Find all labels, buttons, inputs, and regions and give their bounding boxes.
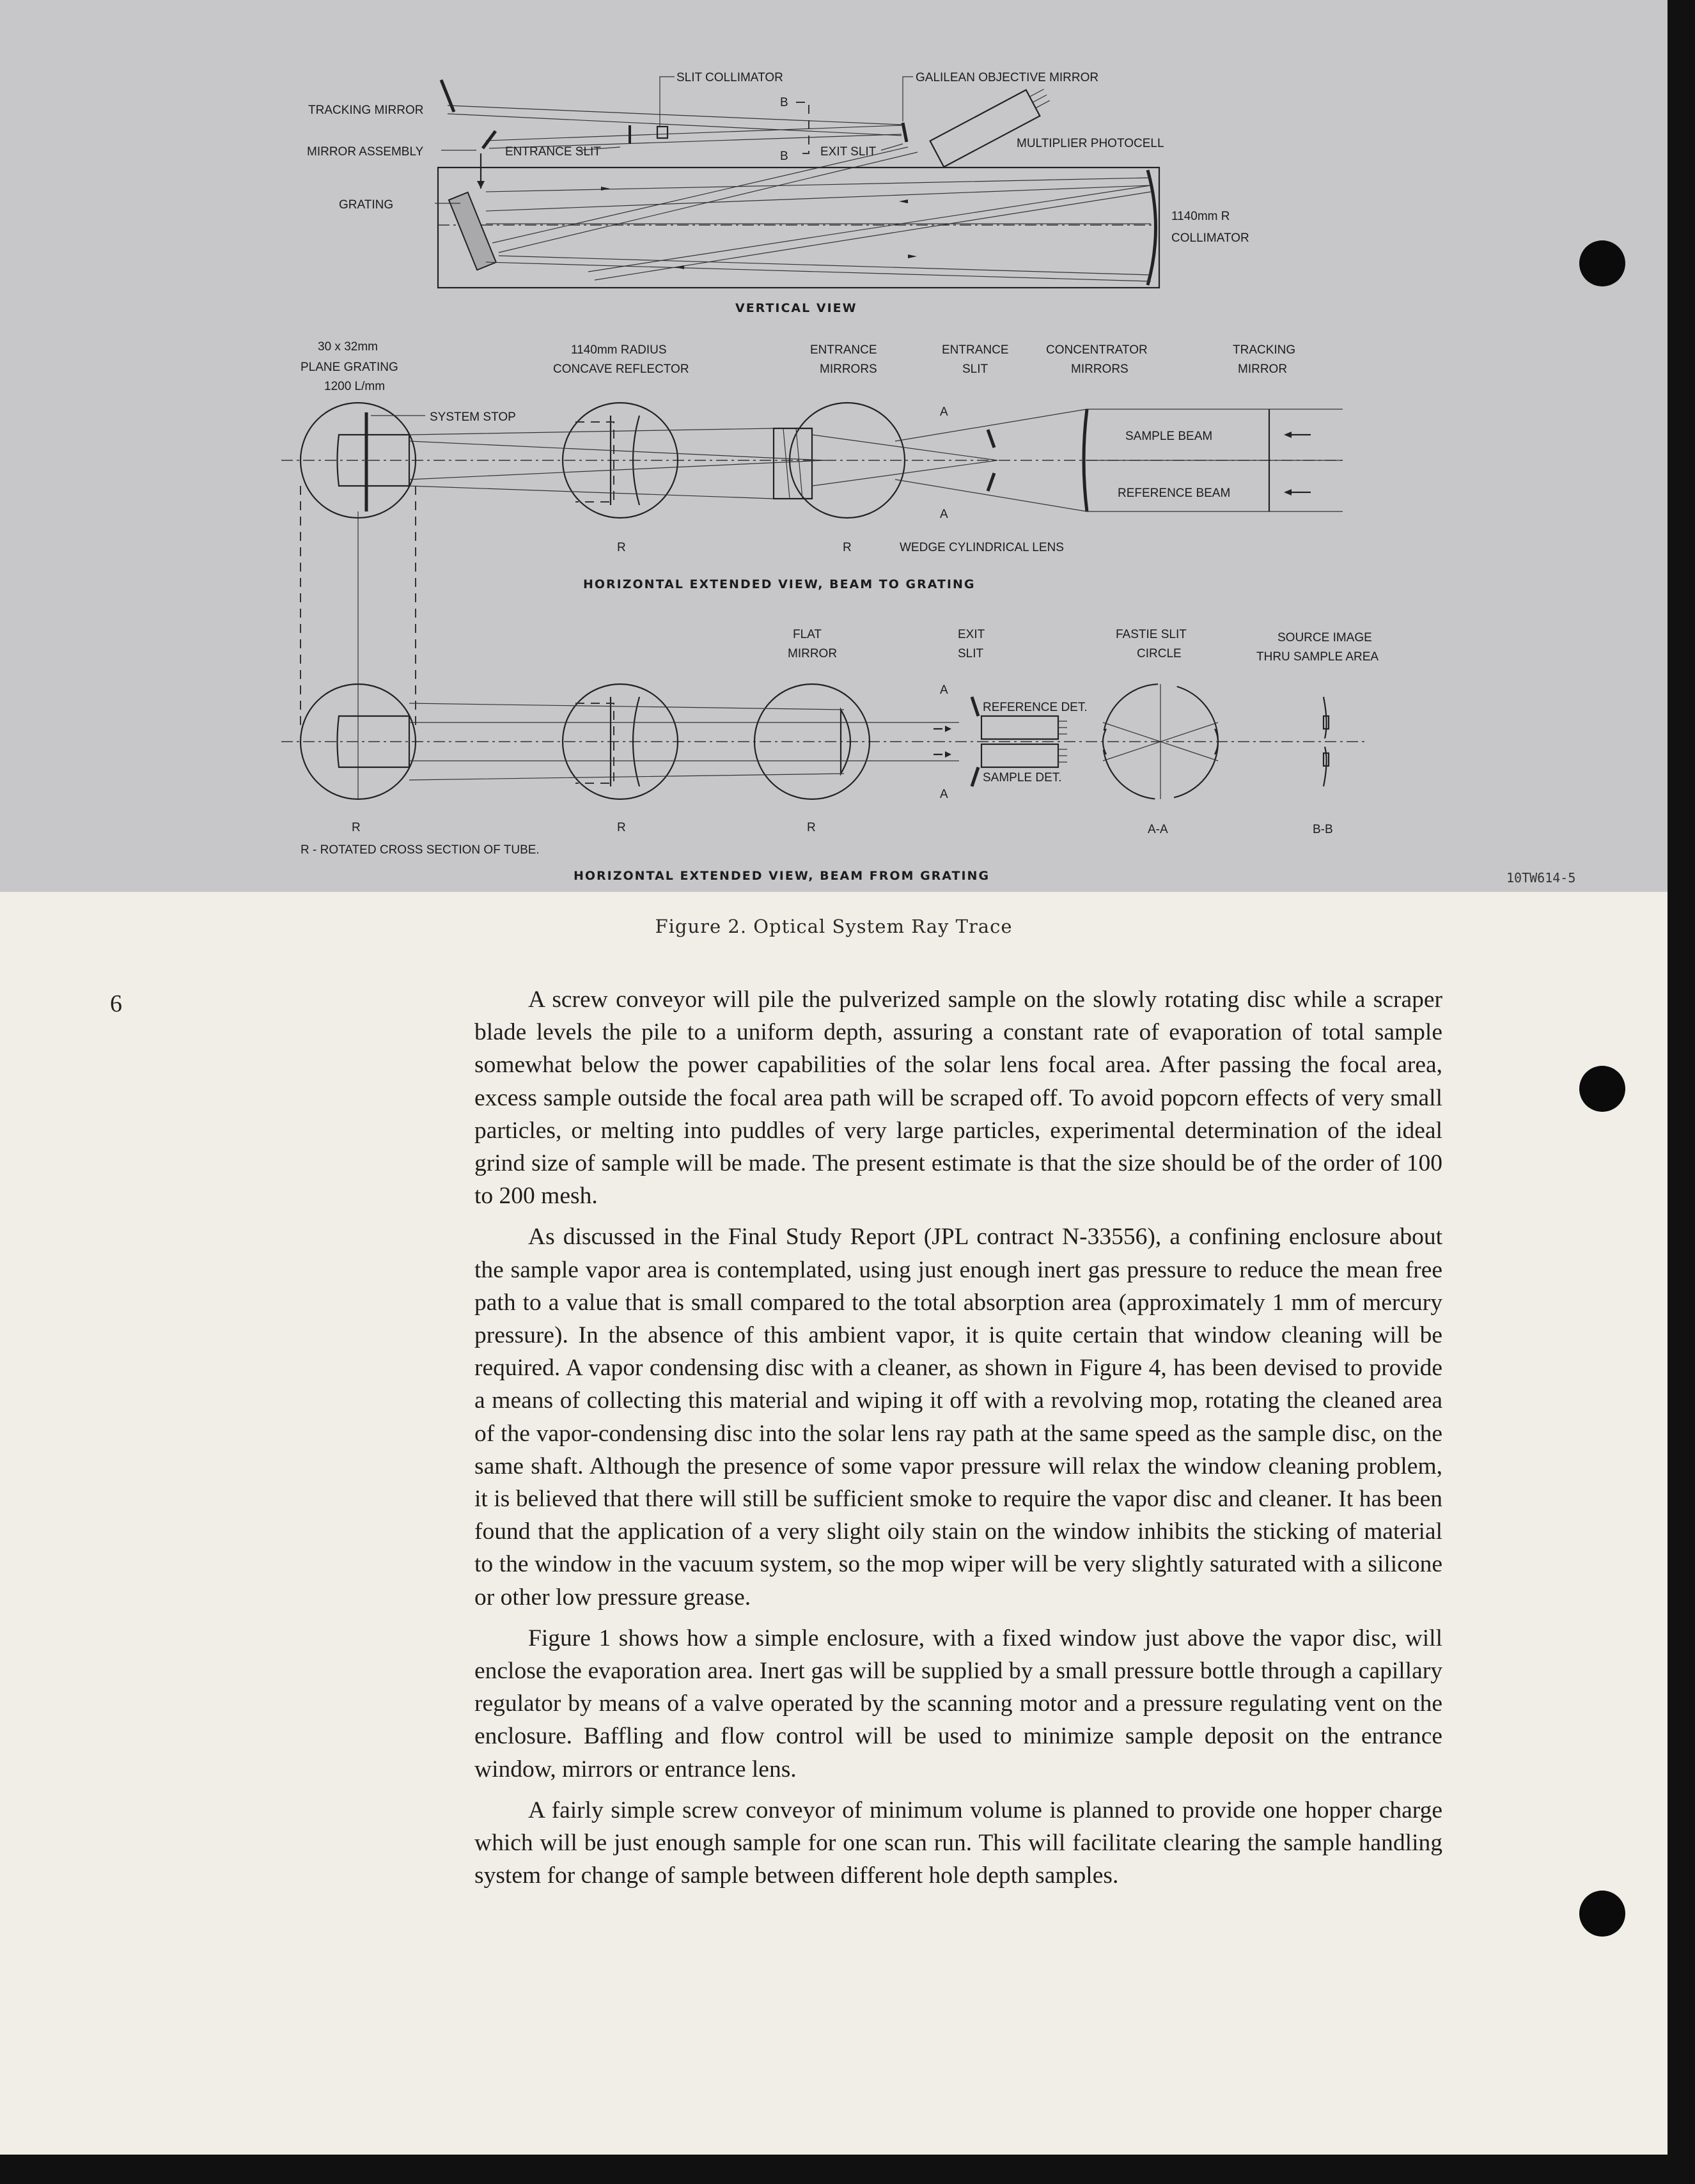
label-section-b-bottom: B <box>780 150 788 163</box>
label-grating-size: 30 x 32mm <box>318 340 378 354</box>
title-beam-to-grating: HORIZONTAL EXTENDED VIEW, BEAM TO GRATING <box>583 577 976 591</box>
body-text <box>474 983 1442 1900</box>
label-section-aa: A-A <box>1148 823 1168 836</box>
label-entrance-slit-2: SLIT <box>962 363 988 376</box>
paragraph: A screw conveyor will pile the pulverized sample on the slowly rotating disc while a scraper blade levels the pile to a uniform depth, assuring a constant rate of evaporation of total sample somewhat below the power capabilities of the solar lens focal area. After passing the focal area, excess sample outside the focal area path will be scraped off. To avoid popcorn effects of very small particles, or melting into puddles of very large particles, experimental determination of the ideal grind size of sample will be made. The present estimate is that the size should be of the order of 100 to 200 mesh. <box>474 987 1442 1210</box>
label-fastie-slit: FASTIE SLIT <box>1116 628 1187 641</box>
figure-caption: Figure 2. Optical System Ray Trace <box>655 916 1013 937</box>
label-r-grating: R <box>352 821 361 834</box>
label-section-a-top: A <box>940 405 948 419</box>
label-tracking-2: MIRROR <box>1238 363 1288 376</box>
paragraph: As discussed in the Final Study Report (JPL contract N-33556), a confining enclosure about the sample vapor area is contemplated, using just enough inert gas pressure to reduce the mean free path to a value that is small compared to the total absorption area (approximately 1 mm of mercury pressure). In the absence of this ambient vapor, it is quite certain that window cleaning will be required. A vapor condensing disc with a cleaner, as shown in Figure 4, has been devised to provide a means of collecting this material and wiping it off with a revolving mop, rotating the cleaned area of the vapor-condensing disc into the solar lens ray path at the same speed as the sample disc, on the same shaft. Although the presence of some vapor pressure will relax the window cleaning problem, it is believed that there will still be sufficient smoke to require the vapor disc and cleaner. It has been found that the application of a very slight oily stain on the window inhibits the sticking of material to the window in the vacuum system, so the mop wiper will be very slightly saturated with a silicone or other low pressure grease. <box>474 1224 1442 1611</box>
label-fastie-circle: CIRCLE <box>1137 647 1182 660</box>
label-section-a-top-2: A <box>940 683 948 697</box>
label-section-b-top: B <box>780 96 788 109</box>
title-beam-from-grating: HORIZONTAL EXTENDED VIEW, BEAM FROM GRATING <box>574 869 990 883</box>
label-grating: GRATING <box>339 198 394 212</box>
label-source-image: SOURCE IMAGE <box>1277 631 1372 644</box>
label-collimator-radius: 1140mm R <box>1171 210 1230 223</box>
binder-hole-middle <box>1579 1066 1625 1112</box>
label-tracking-mirror: TRACKING MIRROR <box>308 104 424 117</box>
figure-panel <box>0 0 1668 892</box>
label-sample-beam: SAMPLE BEAM <box>1125 430 1213 443</box>
label-reflector-radius: 1140mm RADIUS <box>571 343 667 357</box>
label-slit-collimator: SLIT COLLIMATOR <box>676 71 783 84</box>
figure-reference-code: 10TW614-5 <box>1506 870 1576 885</box>
label-section-bb: B-B <box>1313 823 1333 836</box>
label-r-reflector-2: R <box>617 821 626 834</box>
label-entrance-mirrors-1: ENTRANCE <box>810 343 877 357</box>
label-exit-1: EXIT <box>958 628 985 641</box>
label-entrance-slit-1: ENTRANCE <box>942 343 1009 357</box>
label-reference-beam: REFERENCE BEAM <box>1118 487 1231 500</box>
vertical-view <box>307 71 1249 315</box>
label-r-flat: R <box>807 821 816 834</box>
label-reference-det: REFERENCE DET. <box>983 701 1088 714</box>
label-r-mirrors: R <box>843 541 852 554</box>
label-multiplier-photocell: MULTIPLIER PHOTOCELL <box>1017 137 1164 150</box>
label-concentrator-1: CONCENTRATOR <box>1046 343 1148 357</box>
label-rotated-note: R - ROTATED CROSS SECTION OF TUBE. <box>301 843 540 857</box>
label-section-a-bottom-2: A <box>940 788 948 801</box>
label-section-a-bottom: A <box>940 508 948 521</box>
label-grating-lines: 1200 L/mm <box>324 380 386 393</box>
paragraph: A fairly simple screw conveyor of minimum volume is planned to provide one hopper charge which will be just enough sample for one scan run. This will facilitate clearing the sample handling system for change of sample between different hole depth samples. <box>474 1797 1442 1889</box>
label-thru-sample-area: THRU SAMPLE AREA <box>1256 650 1379 664</box>
beam-from-grating-view <box>281 628 1379 883</box>
label-wedge-lens: WEDGE CYLINDRICAL LENS <box>900 541 1064 554</box>
label-flat-1: FLAT <box>793 628 822 641</box>
label-flat-mirror: MIRROR <box>788 647 838 660</box>
label-system-stop: SYSTEM STOP <box>430 410 516 424</box>
label-plane-grating: PLANE GRATING <box>301 361 398 374</box>
beam-to-grating-view <box>281 340 1343 591</box>
label-tracking-1: TRACKING <box>1233 343 1296 357</box>
binder-hole-bottom <box>1579 1891 1625 1937</box>
label-exit-slit: SLIT <box>958 647 984 660</box>
title-vertical-view: VERTICAL VIEW <box>735 301 857 315</box>
grating-element <box>449 192 496 270</box>
reference-detector <box>981 716 1058 739</box>
paragraph: Figure 1 shows how a simple enclosure, with a fixed window just above the vapor disc, will enclose the evaporation area. Inert gas will be supplied by a small pressure bottle through a capillary regulator by means of a valve operated by the scanning motor and a pressure regulating vent on the enclosure. Baffling and flow control will be used to minimize sample deposit on the entrance window, mirrors or entrance lens. <box>474 1625 1442 1782</box>
label-concentrator-2: MIRRORS <box>1071 363 1129 376</box>
label-galilean-objective-mirror: GALILEAN OBJECTIVE MIRROR <box>916 71 1099 84</box>
page-number: 6 <box>110 990 122 1017</box>
label-collimator: COLLIMATOR <box>1171 231 1249 245</box>
label-concave-reflector: CONCAVE REFLECTOR <box>553 363 689 376</box>
label-mirror-assembly: MIRROR ASSEMBLY <box>307 145 424 159</box>
label-entrance-slit: ENTRANCE SLIT <box>505 145 601 159</box>
label-exit-slit: EXIT SLIT <box>820 145 877 159</box>
binder-hole-top <box>1579 240 1625 286</box>
label-sample-det: SAMPLE DET. <box>983 771 1062 784</box>
optical-ray-trace-diagram <box>0 0 1668 892</box>
label-r-reflector: R <box>617 541 626 554</box>
multiplier-photocell <box>930 82 1054 167</box>
sample-detector <box>981 744 1058 767</box>
label-entrance-mirrors-2: MIRRORS <box>820 363 877 376</box>
